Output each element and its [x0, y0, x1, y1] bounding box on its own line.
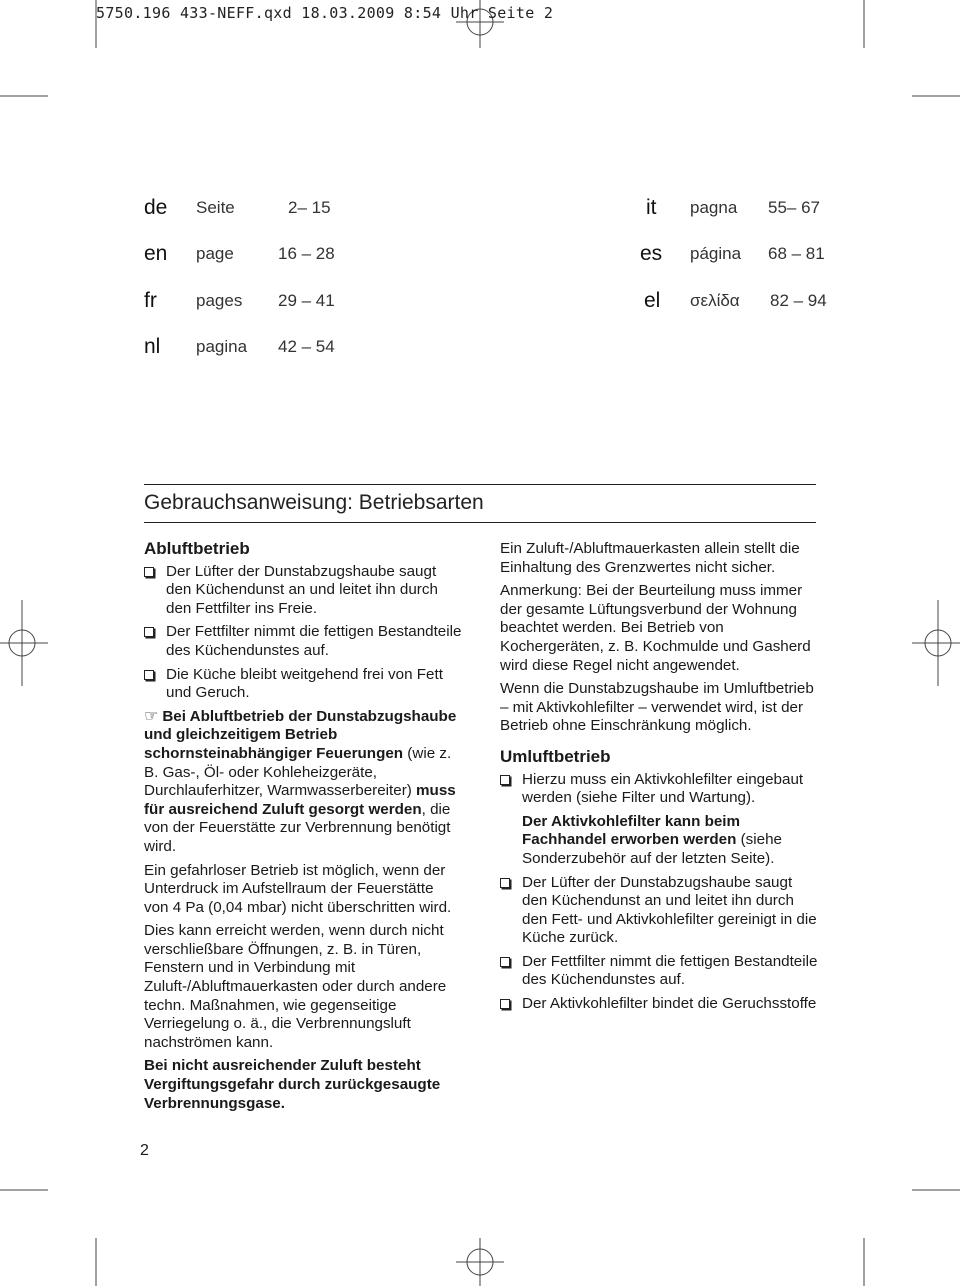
lang-range: 68 – 81	[768, 244, 825, 263]
note-paragraph: Der Aktivkohlefilter kann beim Fachhandel erworben werden (siehe Sonderzubehör auf der letzten Seite).	[522, 812, 782, 867]
checkbox-bullet-icon	[500, 775, 510, 785]
left-column	[144, 540, 462, 1118]
title-rule-bottom	[144, 522, 816, 523]
lang-range: 29 – 41	[278, 291, 335, 310]
title-rule-top	[144, 484, 816, 485]
umluft-heading: Umluftbetrieb	[500, 746, 611, 766]
list-item: Der Aktivkohlefilter bindet die Geruchsstoffe	[500, 995, 818, 1014]
lang-range: 82 – 94	[770, 291, 827, 310]
lang-word: pages	[196, 291, 243, 310]
pointing-hand-icon: ☞	[144, 707, 159, 725]
paragraph: Ein Zuluft-/Abluftmauerkasten allein stellt die Einhaltung des Grenzwertes nicht sicher.	[500, 540, 800, 576]
paragraph: Dies kann erreicht werden, wenn durch nicht verschließbare Öffnungen, z. B. in Türen, Fenstern und in Verbindung mit Zuluft-/Abluftmauerkasten oder durch andere techn. Maßnahmen, wie gegenseitige Verriegelung o. ä., die Verbrennungsluft nachströmen kann.	[144, 922, 447, 1051]
list-item: Der Lüfter der Dunstabzugshaube saugt den Küchendunst an und leitet ihn durch den Fettfilter ins Freie.	[144, 563, 462, 619]
checkbox-bullet-icon	[500, 999, 510, 1009]
lang-code: el	[644, 289, 661, 312]
page-number: 2	[140, 1142, 149, 1159]
paragraph: Anmerkung: Bei der Beurteilung muss immer der gesamte Lüftungsverbund der Wohnung beachtet werden. Bei Betrieb von Kochergeräten, z. B. Kochmulde und Gasherd wird diese Regel nicht angewendet.	[500, 582, 811, 674]
lang-code: nl	[144, 335, 161, 358]
checkbox-bullet-icon	[144, 670, 154, 680]
warning-paragraph: ☞ Bei Abluftbetrieb der Dunstabzugshaube und gleichzeitigem Betrieb schornsteinabhängiger Feuerungen (wie z. B. Gas-, Öl- oder Kohleheizgeräte, Durchlauferhitzer, Warmwasserbereiter) muss für ausreichend Zuluft gesorgt werden, die von der Feuerstätte zur Verbrennung benötigt wird.	[144, 707, 457, 855]
paragraph: Ein gefahrloser Betrieb ist möglich, wenn der Unterdruck im Aufstellraum der Feuerstätte von 4 Pa (0,04 mbar) nicht überschritten wird.	[144, 861, 452, 916]
checkbox-bullet-icon	[144, 627, 154, 637]
list-item: Der Fettfilter nimmt die fettigen Bestandteile des Küchendunstes auf.	[500, 953, 818, 990]
paragraph: Wenn die Dunstabzugshaube im Umluftbetrieb – mit Aktivkohlefilter – verwendet wird, ist der Betrieb ohne Einschränkung möglich.	[500, 680, 814, 735]
lang-code: es	[640, 242, 663, 265]
lang-range: 16 – 28	[278, 244, 335, 263]
abluft-heading: Abluftbetrieb	[144, 539, 250, 558]
lang-range: 55– 67	[768, 198, 820, 217]
lang-code: it	[646, 196, 657, 219]
lang-word: página	[690, 244, 742, 263]
danger-paragraph: Bei nicht ausreichender Zuluft besteht Vergiftungsgefahr durch zurückgesaugte Verbrennungsgase.	[144, 1057, 441, 1112]
list-item: Der Lüfter der Dunstabzugshaube saugt den Küchendunst an und leitet ihn durch den Fett- und Aktivkohlefilter gereinigt in die Küche zurück.	[500, 874, 818, 948]
lang-code: fr	[144, 289, 157, 312]
checkbox-bullet-icon	[500, 957, 510, 967]
lang-word: pagina	[196, 337, 248, 356]
right-column	[500, 540, 818, 1019]
checkbox-bullet-icon	[144, 567, 154, 577]
lang-range: 2– 15	[288, 198, 331, 217]
section-title: Gebrauchsanweisung: Betriebsarten	[144, 491, 484, 514]
print-slug: 5750.196 433-NEFF.qxd 18.03.2009 8:54 Uhr Seite 2	[96, 4, 554, 22]
lang-range: 42 – 54	[278, 337, 335, 356]
list-item: Hierzu muss ein Aktivkohlefilter eingebaut werden (siehe Filter und Wartung).	[500, 771, 818, 808]
list-item: Der Fettfilter nimmt die fettigen Bestandteile des Küchendunstes auf.	[144, 623, 462, 660]
list-item: Die Küche bleibt weitgehend frei von Fett und Geruch.	[144, 666, 462, 703]
lang-code: en	[144, 242, 168, 265]
lang-word: page	[196, 244, 234, 263]
lang-word: σελίδα	[690, 291, 740, 310]
lang-word: Seite	[196, 198, 235, 217]
checkbox-bullet-icon	[500, 878, 510, 888]
lang-word: pagna	[690, 198, 738, 217]
lang-code: de	[144, 196, 168, 219]
